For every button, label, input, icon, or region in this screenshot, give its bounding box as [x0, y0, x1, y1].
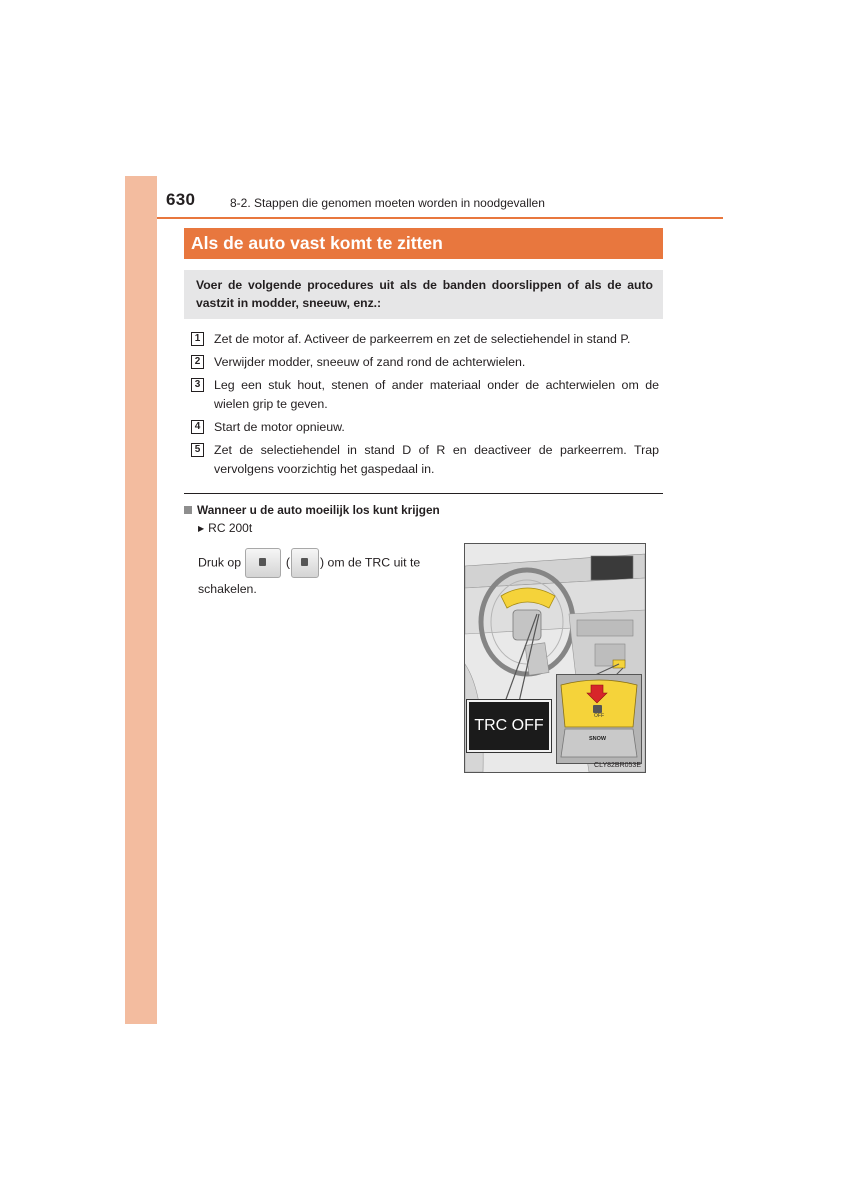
- side-tab-bar: [125, 176, 157, 1024]
- step-item: [191, 418, 659, 437]
- note-heading-text: Wanneer u de auto moeilijk los kunt krijgen: [197, 503, 440, 517]
- off-button-label: OFF: [594, 713, 604, 719]
- intro-box: Voer de volgende procedures uit als de banden doorslippen of als de auto vastzit in modder, sneeuw, enz.:: [184, 270, 663, 319]
- model-name: RC 200t: [208, 521, 253, 535]
- triangle-bullet-icon: ▶: [198, 524, 205, 533]
- instruction-after: ) om de TRC uit te schakelen.: [198, 555, 421, 596]
- trc-switch-icon: [245, 548, 281, 578]
- trc-switch-alt-icon: [291, 548, 319, 578]
- step-text: Zet de motor af. Activeer de parkeerrem en zet de selectiehendel in stand P.: [214, 332, 631, 346]
- step-item: [191, 376, 659, 414]
- step-number: 2: [191, 355, 204, 369]
- dashboard-illustration: [464, 543, 646, 773]
- trc-button-inset: [556, 674, 642, 764]
- instruction-text: [198, 548, 452, 601]
- model-line: [198, 521, 252, 535]
- page-number: 630: [166, 190, 196, 209]
- chapter-title: 8-2. Stappen die genomen moeten worden in noodgevallen: [230, 196, 545, 210]
- snow-button-label: SNOW: [589, 736, 607, 742]
- step-number: 3: [191, 378, 204, 392]
- step-text: Start de motor opnieuw.: [214, 420, 345, 434]
- figure-caption: CLY82BR053E: [594, 762, 641, 769]
- trc-button-closeup: [557, 675, 641, 763]
- step-text: Leg een stuk hout, stenen of ander materiaal onder de achterwielen om de wielen grip te geven.: [214, 378, 659, 411]
- step-item: [191, 353, 659, 372]
- trc-off-indicator: TRC OFF: [467, 700, 551, 752]
- note-heading: [184, 503, 440, 517]
- step-text: Zet de selectiehendel in stand D of R en deactiveer de parkeerrem. Trap vervolgens voorzichtig het gaspedaal in.: [214, 443, 659, 476]
- instruction-before: Druk op: [198, 555, 242, 570]
- step-text: Verwijder modder, sneeuw of zand rond de achterwielen.: [214, 355, 526, 369]
- step-number: 4: [191, 420, 204, 434]
- step-item: [191, 441, 659, 479]
- instruction-paren: (: [285, 555, 291, 570]
- step-number: 1: [191, 332, 204, 346]
- step-item: [191, 330, 659, 349]
- step-list: [191, 330, 659, 483]
- square-bullet-icon: [184, 506, 192, 514]
- step-number: 5: [191, 443, 204, 457]
- header-divider: [157, 217, 723, 219]
- section-title: Als de auto vast komt te zitten: [184, 228, 663, 259]
- steps-divider: [184, 493, 663, 494]
